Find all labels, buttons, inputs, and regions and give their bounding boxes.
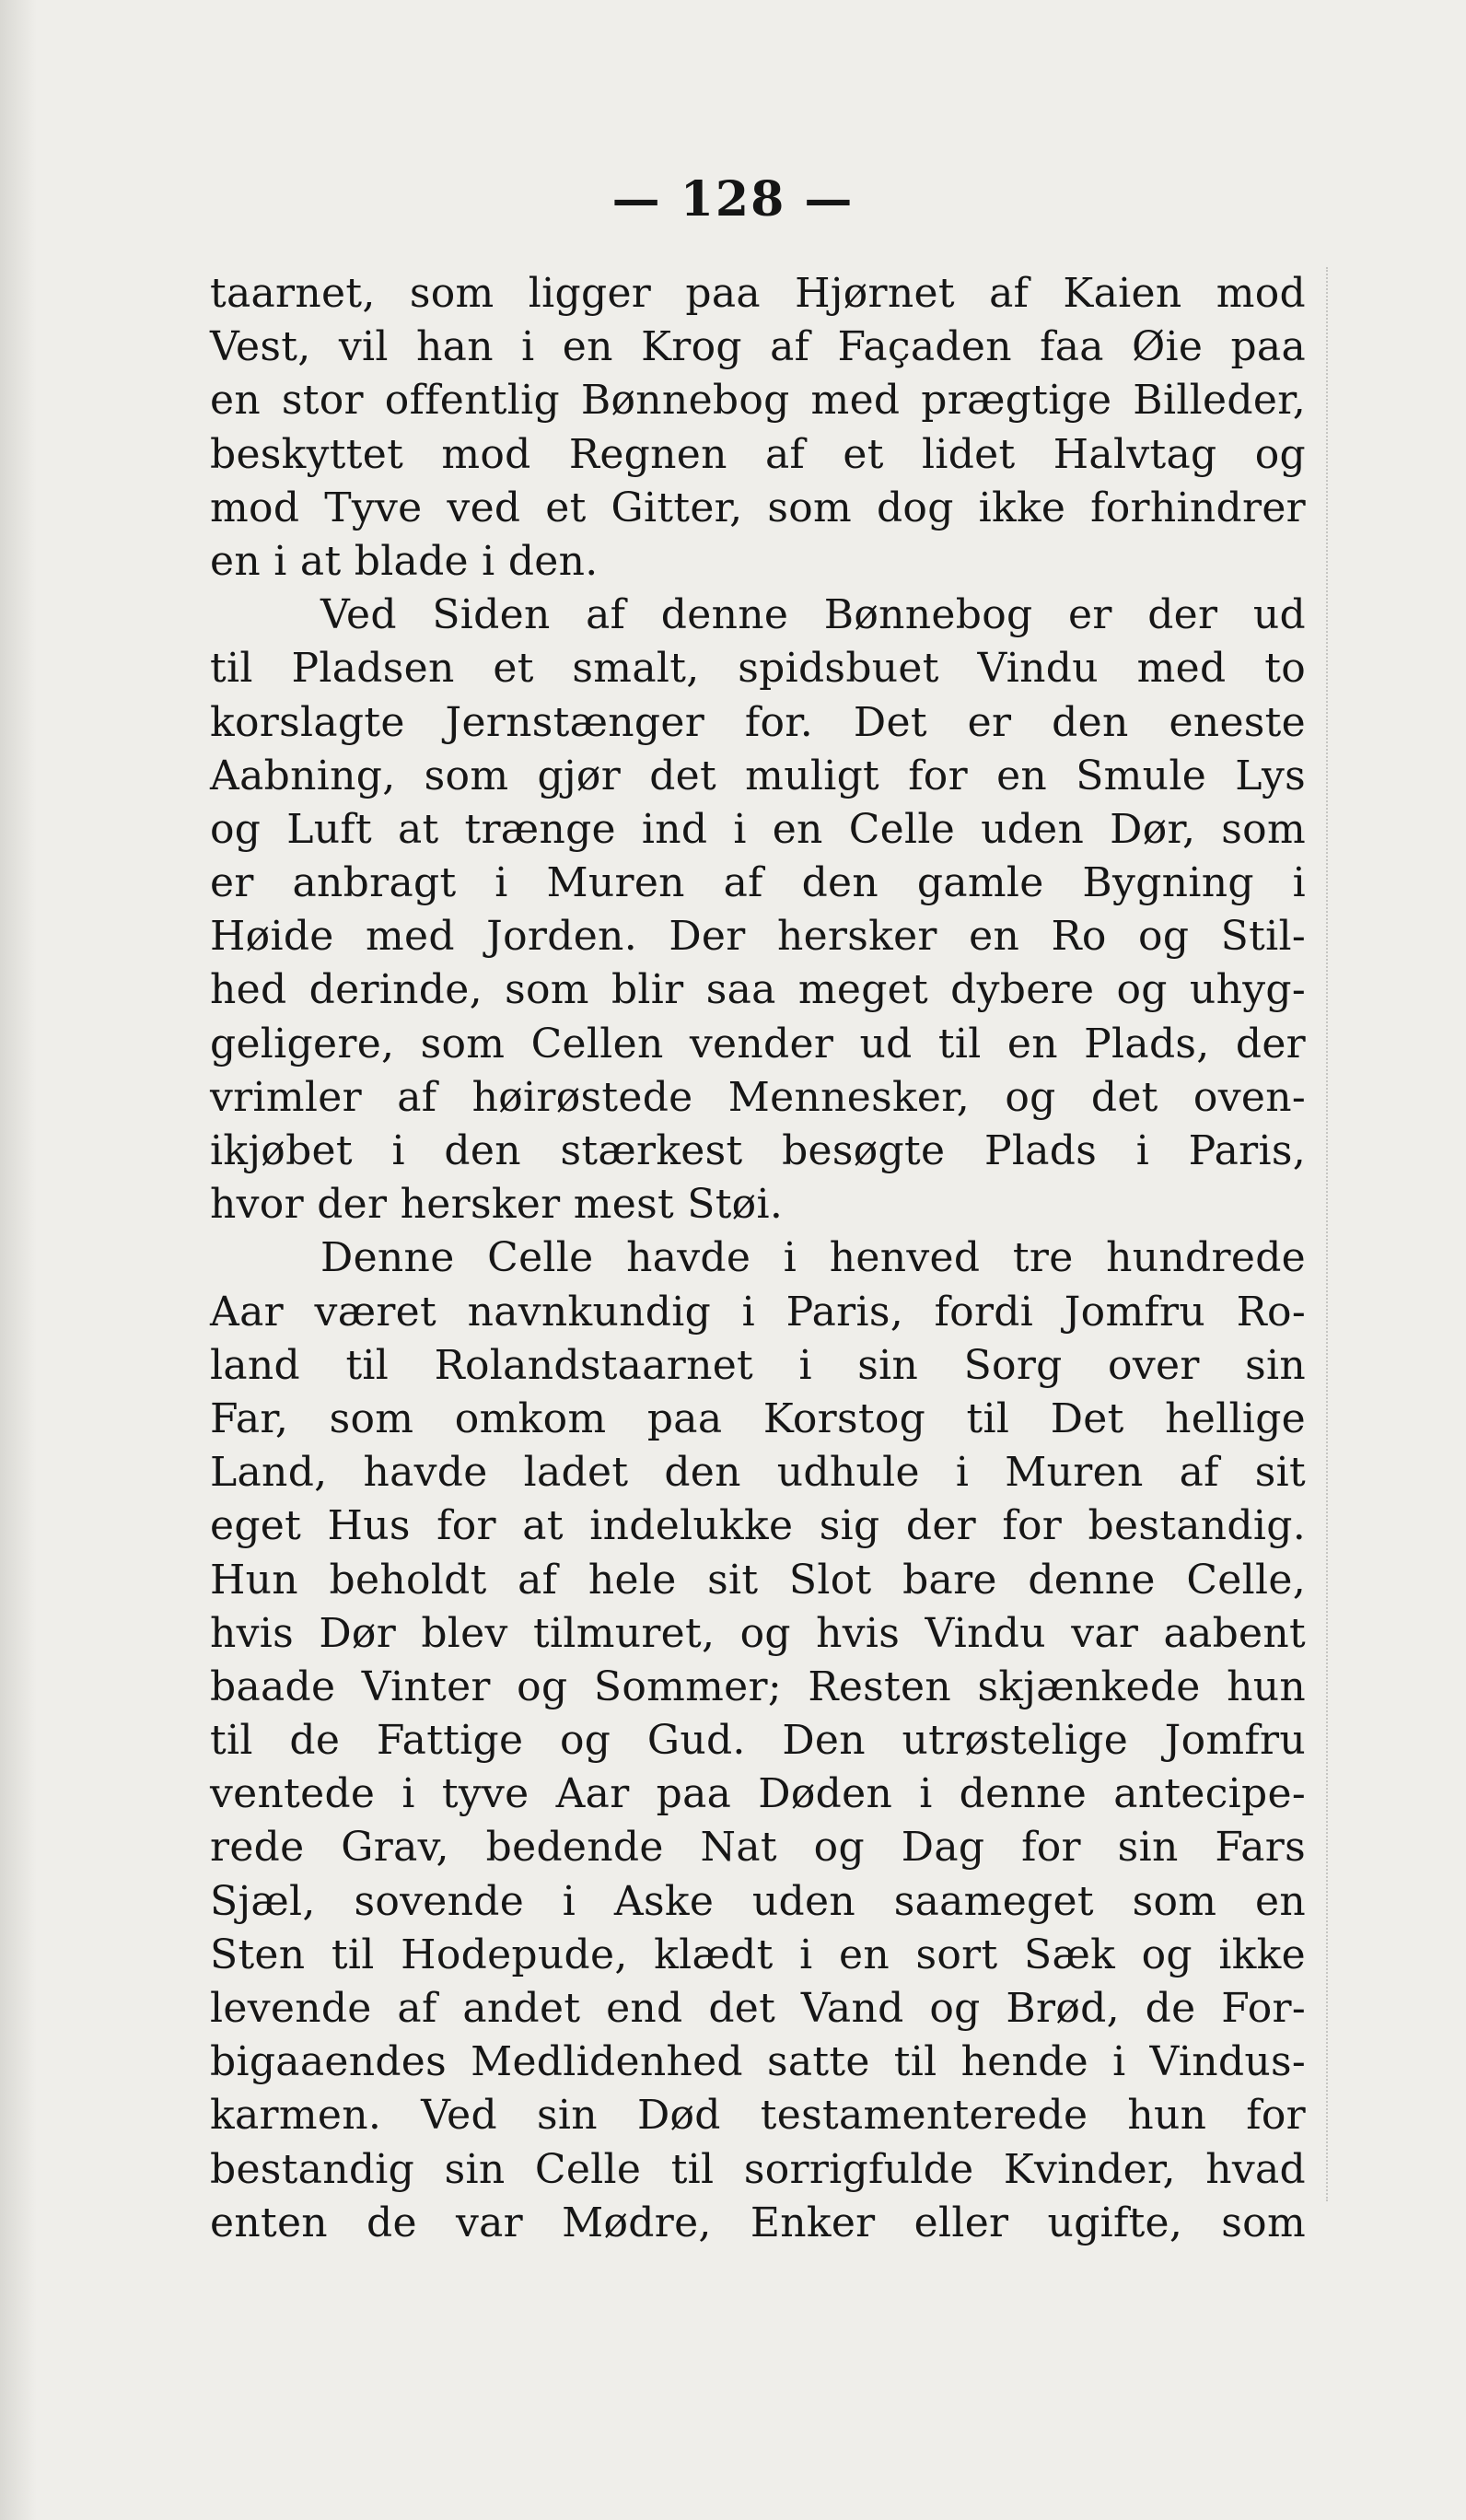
text-line: taarnet, som ligger paa Hjørnet af Kaien mod — [210, 270, 1306, 317]
text-line: vrimler af høirøstede Mennesker, og det oven- — [210, 1073, 1306, 1121]
text-line: land til Rolandstaarnet i sin Sorg over sin — [210, 1341, 1306, 1389]
text-line: rede Grav, bedende Nat og Dag for sin Fars — [210, 1824, 1306, 1872]
text-line: baade Vinter og Sommer; Resten skjænkede hun — [210, 1662, 1306, 1710]
text-line: til Pladsen et smalt, spidsbuet Vindu med to — [210, 645, 1306, 693]
text-line: og Luft at trænge ind i en Celle uden Dør, som — [210, 805, 1306, 853]
text-line: Sjæl, sovende i Aske uden saameget som en — [210, 1877, 1306, 1925]
text-line: geligere, som Cellen vender ud til en Plads, der — [210, 1020, 1306, 1068]
text-line: Aabning, som gjør det muligt for en Smule Lys — [210, 752, 1306, 799]
text-line: Vest, vil han i en Krog af Façaden faa Øie paa — [210, 323, 1306, 371]
scan-edge-marks — [1319, 267, 1328, 2201]
body-text — [210, 267, 1306, 2250]
text-line: en i at blade i den. — [210, 537, 599, 585]
text-line: Denne Celle havde i henved tre hundrede — [320, 1234, 1306, 1282]
text-line: korslagte Jernstænger for. Det er den eneste — [210, 698, 1306, 746]
text-line: hvis Dør blev tilmuret, og hvis Vindu var aabent — [210, 1609, 1306, 1657]
text-line: ventede i tyve Aar paa Døden i denne antecipe- — [210, 1770, 1306, 1818]
text-line: eget Hus for at indelukke sig der for bestandig. — [210, 1502, 1306, 1550]
text-line: hed derinde, som blir saa meget dybere og uhyg- — [210, 966, 1306, 1014]
text-line: enten de var Mødre, Enker eller ugifte, som — [210, 2199, 1306, 2246]
text-line: hvor der hersker mest Støi. — [210, 1181, 784, 1229]
text-line: til de Fattige og Gud. Den utrøstelige Jomfru — [210, 1717, 1306, 1765]
text-line: Land, havde ladet den udhule i Muren af sit — [210, 1449, 1306, 1497]
text-line: Ved Siden af denne Bønnebog er der ud — [320, 591, 1306, 639]
text-line: beskyttet mod Regnen af et lidet Halvtag og — [210, 430, 1306, 478]
text-line: er anbragt i Muren af den gamle Bygning i — [210, 859, 1306, 907]
text-line: bestandig sin Celle til sorrigfulde Kvinder, hvad — [210, 2145, 1306, 2193]
text-line: bigaaendes Medlidenhed satte til hende i Vindus- — [210, 2038, 1306, 2086]
text-line: ikjøbet i den stærkest besøgte Plads i Paris, — [210, 1127, 1306, 1174]
text-line: Hun beholdt af hele sit Slot bare denne Celle, — [210, 1556, 1306, 1604]
text-line: mod Tyve ved et Gitter, som dog ikke forhindrer — [210, 484, 1306, 531]
text-line: Far, som omkom paa Korstog til Det hellige — [210, 1394, 1306, 1442]
text-line: Aar været navnkundig i Paris, fordi Jomfru Ro- — [210, 1288, 1306, 1336]
text-line: karmen. Ved sin Død testamenterede hun for — [210, 2092, 1306, 2140]
page-number: — 128 — — [611, 171, 855, 228]
text-line: en stor offentlig Bønnebog med prægtige Billeder, — [210, 377, 1306, 425]
text-line: levende af andet end det Vand og Brød, de For- — [210, 1985, 1306, 2032]
text-line: Høide med Jorden. Der hersker en Ro og Stil- — [210, 913, 1306, 961]
text-line: Sten til Hodepude, klædt i en sort Sæk og ikke — [210, 1931, 1306, 1978]
